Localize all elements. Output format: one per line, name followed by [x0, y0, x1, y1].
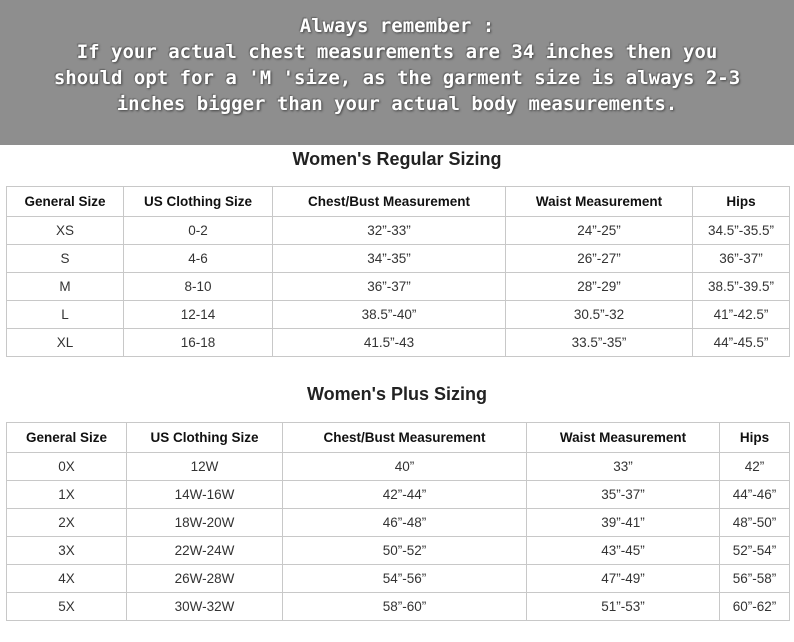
table-row [7, 537, 790, 565]
table-cell: 33” [527, 453, 720, 481]
column-header: General Size [7, 187, 124, 217]
regular-sizing-body [7, 187, 790, 357]
table-cell: 56”-58” [720, 565, 790, 593]
column-header: Waist Measurement [527, 423, 720, 453]
table-cell: 41”-42.5” [693, 301, 790, 329]
table-row [7, 453, 790, 481]
column-header: Chest/Bust Measurement [283, 423, 527, 453]
column-header: General Size [7, 423, 127, 453]
table-cell: 40” [283, 453, 527, 481]
table-row [7, 481, 790, 509]
table-cell: 5X [7, 593, 127, 621]
table-cell: 22W-24W [127, 537, 283, 565]
table-cell: 30W-32W [127, 593, 283, 621]
table-cell: 60”-62” [720, 593, 790, 621]
table-cell: M [7, 273, 124, 301]
table-cell: 30.5”-32 [506, 301, 693, 329]
table-cell: 36”-37” [693, 245, 790, 273]
table-cell: 1X [7, 481, 127, 509]
table-cell: 38.5”-40” [273, 301, 506, 329]
table-cell: 3X [7, 537, 127, 565]
table-cell: 26”-27” [506, 245, 693, 273]
table-cell: 4X [7, 565, 127, 593]
table-cell: 58”-60” [283, 593, 527, 621]
table-cell: 2X [7, 509, 127, 537]
column-header: US Clothing Size [124, 187, 273, 217]
table-cell: 51”-53” [527, 593, 720, 621]
table-cell: 38.5”-39.5” [693, 273, 790, 301]
table-cell: 44”-46” [720, 481, 790, 509]
table-cell: 28”-29” [506, 273, 693, 301]
table-cell: 0-2 [124, 217, 273, 245]
table-cell: XS [7, 217, 124, 245]
table-row [7, 273, 790, 301]
reminder-banner [0, 0, 794, 145]
table-row [7, 245, 790, 273]
table-row [7, 301, 790, 329]
table-cell: 54”-56” [283, 565, 527, 593]
table-cell: S [7, 245, 124, 273]
table-row [7, 509, 790, 537]
table-cell: 36”-37” [273, 273, 506, 301]
plus-sizing-body [7, 423, 790, 621]
table-header-row [7, 423, 790, 453]
table-cell: 42”-44” [283, 481, 527, 509]
table-cell: 44”-45.5” [693, 329, 790, 357]
table-row [7, 329, 790, 357]
table-cell: 47”-49” [527, 565, 720, 593]
table-cell: 0X [7, 453, 127, 481]
banner-line: should opt for a 'M 'size, as the garment size is always 2-3 [53, 67, 741, 89]
table-cell: 18W-20W [127, 509, 283, 537]
table-header-row [7, 187, 790, 217]
table-cell: 42” [720, 453, 790, 481]
table-row [7, 217, 790, 245]
column-header: Chest/Bust Measurement [273, 187, 506, 217]
table-cell: 8-10 [124, 273, 273, 301]
table-cell: 4-6 [124, 245, 273, 273]
plus-sizing-table [6, 422, 790, 621]
regular-sizing-table [6, 186, 790, 357]
table-cell: 39”-41” [527, 509, 720, 537]
table-cell: 35”-37” [527, 481, 720, 509]
table-cell: XL [7, 329, 124, 357]
table-cell: 34.5”-35.5” [693, 217, 790, 245]
table-cell: 16-18 [124, 329, 273, 357]
banner-line: inches bigger than your actual body measurements. [116, 93, 678, 115]
table-cell: 32”-33” [273, 217, 506, 245]
table-cell: L [7, 301, 124, 329]
banner-line: If your actual chest measurements are 34 inches then you [76, 41, 718, 63]
table-cell: 12W [127, 453, 283, 481]
table-row [7, 593, 790, 621]
table-cell: 26W-28W [127, 565, 283, 593]
banner-line: Always remember : [299, 15, 495, 37]
table-cell: 24”-25” [506, 217, 693, 245]
table-cell: 50”-52” [283, 537, 527, 565]
column-header: Hips [693, 187, 790, 217]
column-header: Waist Measurement [506, 187, 693, 217]
table-cell: 48”-50” [720, 509, 790, 537]
table-cell: 52”-54” [720, 537, 790, 565]
column-header: Hips [720, 423, 790, 453]
plus-sizing-title: Women's Plus Sizing [307, 384, 487, 404]
column-header: US Clothing Size [127, 423, 283, 453]
table-cell: 12-14 [124, 301, 273, 329]
table-cell: 43”-45” [527, 537, 720, 565]
table-cell: 41.5”-43 [273, 329, 506, 357]
table-cell: 46”-48” [283, 509, 527, 537]
table-row [7, 565, 790, 593]
table-cell: 33.5”-35” [506, 329, 693, 357]
table-cell: 14W-16W [127, 481, 283, 509]
table-cell: 34”-35” [273, 245, 506, 273]
regular-sizing-title: Women's Regular Sizing [292, 149, 502, 169]
